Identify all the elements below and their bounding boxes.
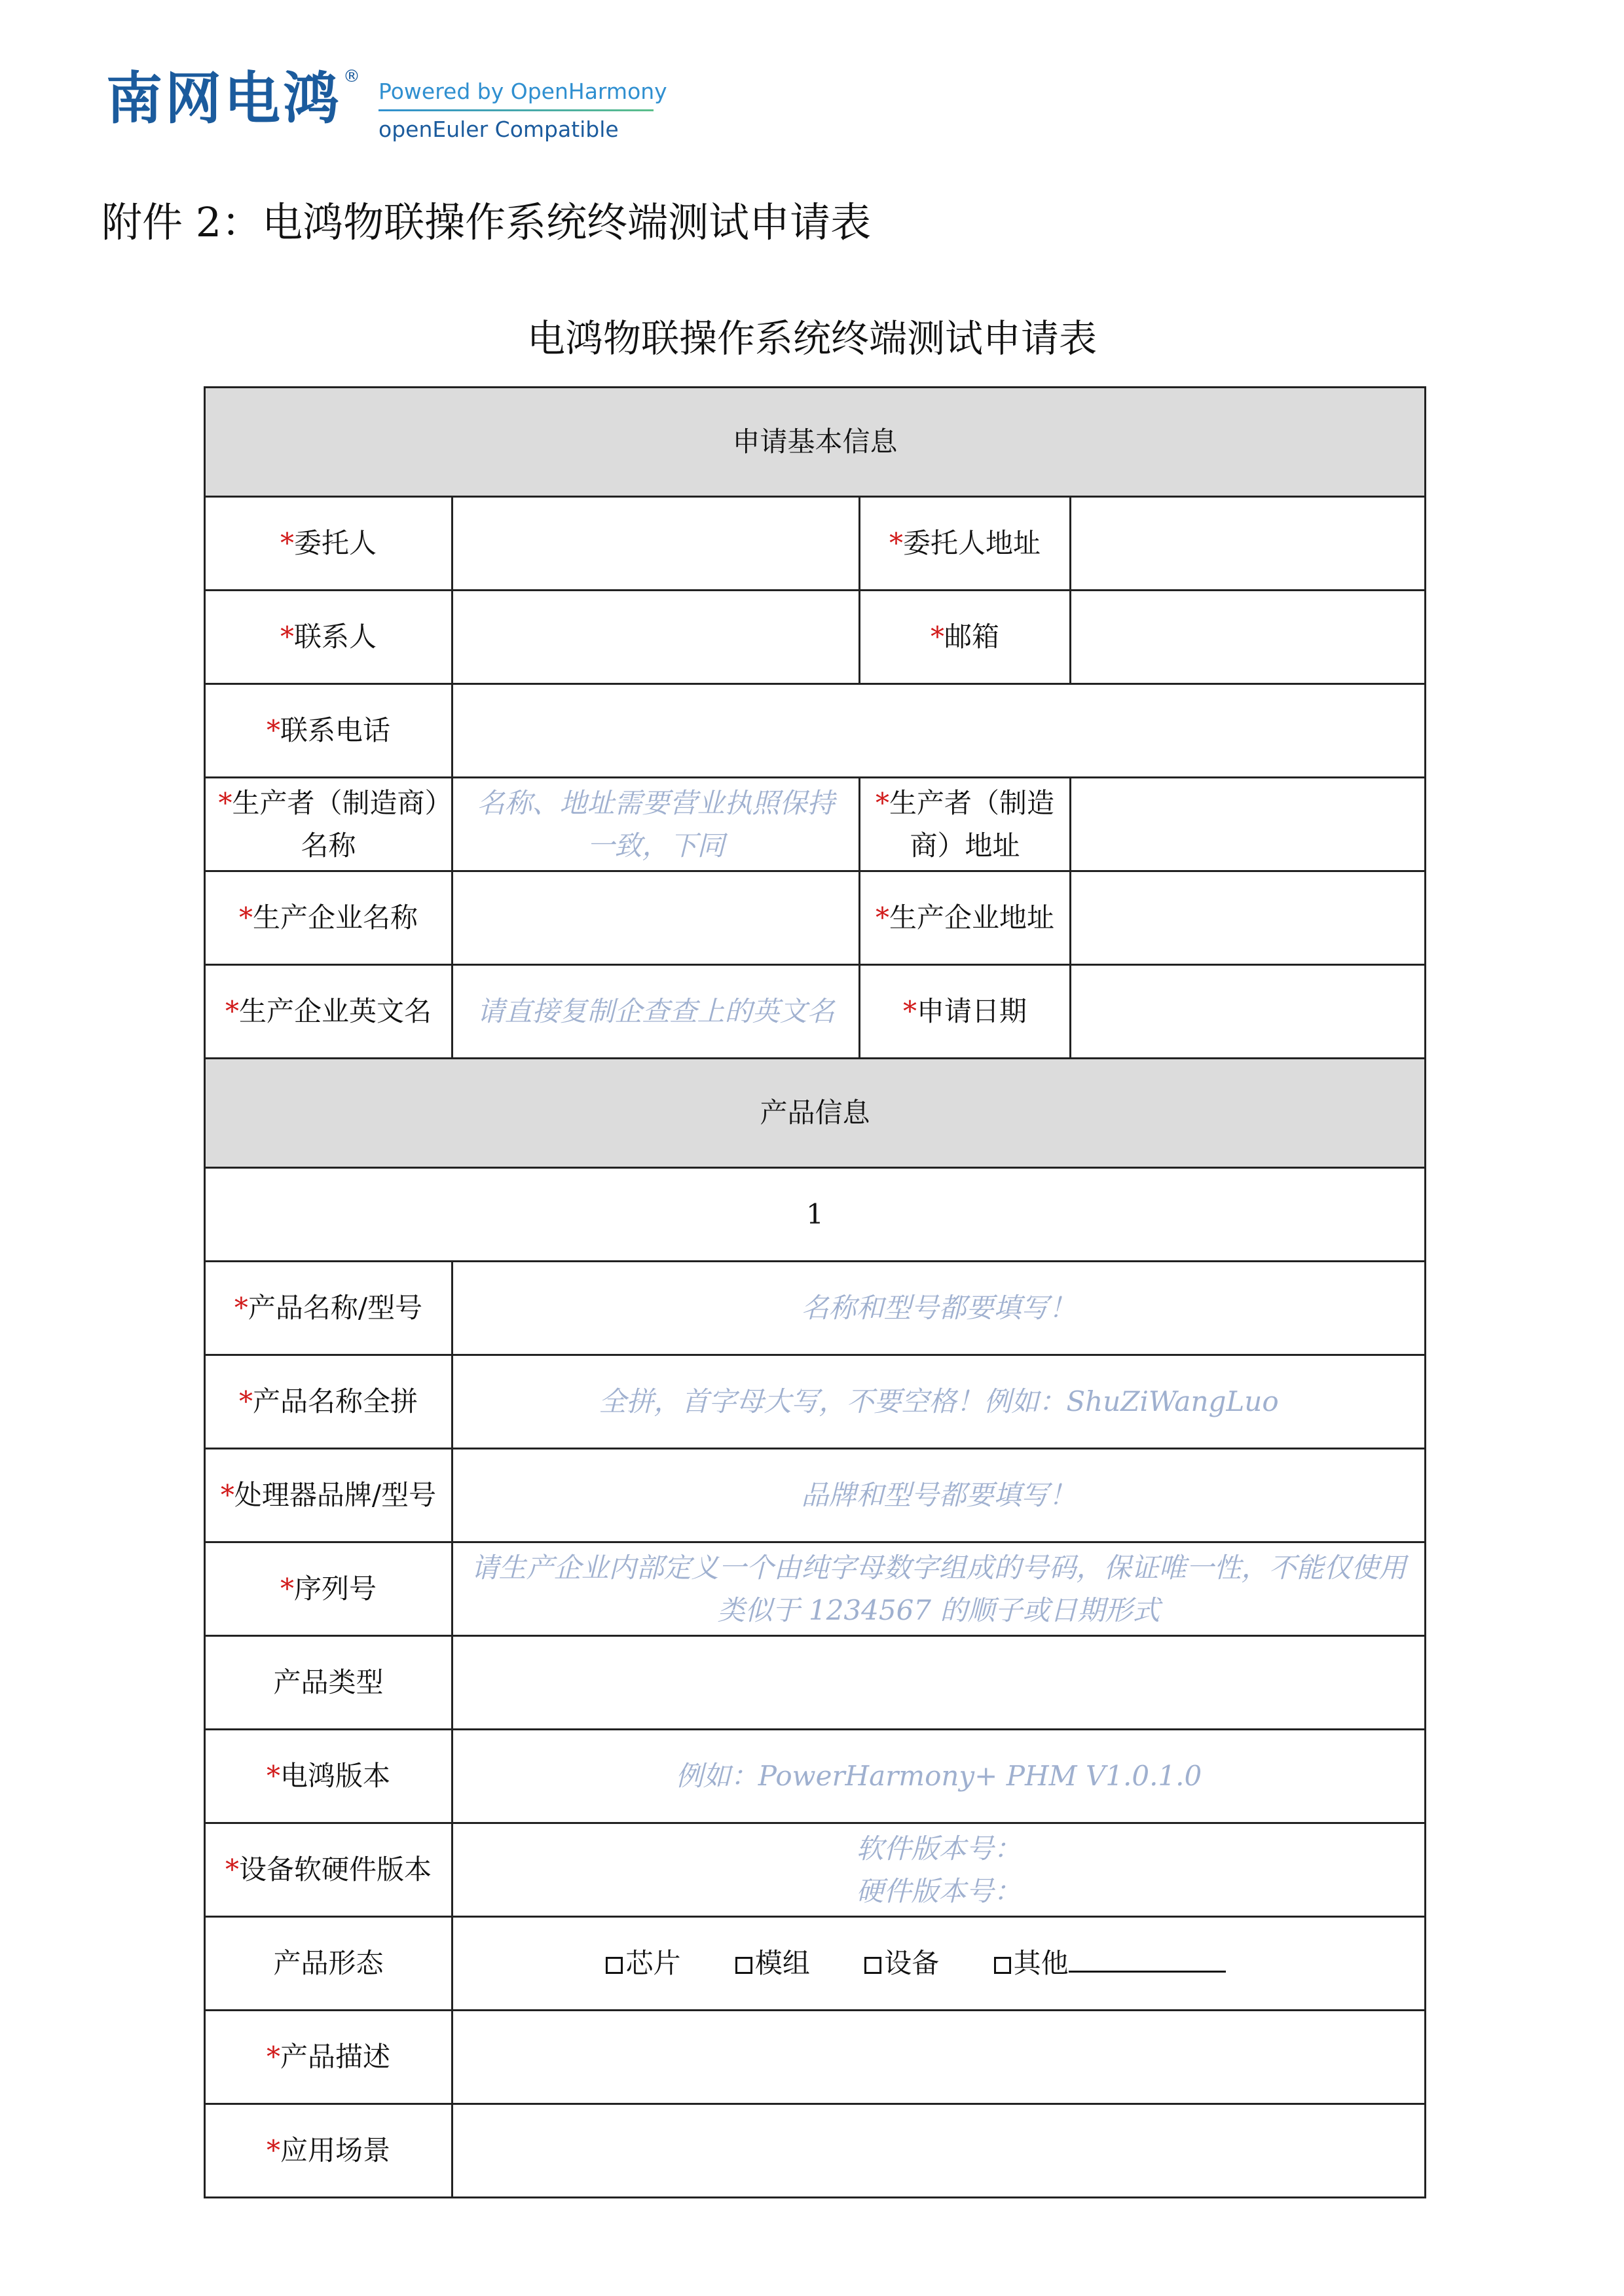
field-product-form <box>452 1917 1426 2011</box>
label-client-address <box>860 497 1071 591</box>
field-email[interactable] <box>1071 591 1426 684</box>
checkbox-icon[interactable] <box>735 1957 752 1974</box>
label-text: 邮箱 <box>944 621 999 653</box>
logo-wordmark: 南网电鸿 <box>106 66 342 132</box>
option-other[interactable] <box>994 1942 1226 1984</box>
application-form-table <box>204 386 1426 2198</box>
label-text: 设备软硬件版本 <box>238 1853 432 1886</box>
form-title: 电鸿物联操作系统终端测试申请表 <box>526 316 1097 361</box>
option-device[interactable] <box>864 1942 939 1984</box>
required-mark: * <box>930 621 944 653</box>
field-cpu[interactable]: 品牌和型号都要填写！ <box>452 1449 1426 1542</box>
label-version <box>205 1730 452 1823</box>
option-chip[interactable] <box>606 1942 680 1984</box>
label-email <box>860 591 1071 684</box>
label-sw-hw-version <box>205 1823 452 1917</box>
option-label: 模组 <box>754 1947 810 1980</box>
checkbox-icon[interactable] <box>864 1957 881 1974</box>
field-factory-address[interactable] <box>1071 871 1426 965</box>
field-sw-hw-version[interactable] <box>452 1823 1426 1917</box>
checkbox-icon[interactable] <box>994 1957 1011 1974</box>
option-label: 芯片 <box>625 1947 681 1980</box>
product-index: 1 <box>205 1168 1426 1262</box>
required-mark: * <box>280 621 294 653</box>
label-serial <box>205 1542 452 1636</box>
field-product-name[interactable]: 名称和型号都要填写！ <box>452 1262 1426 1355</box>
label-apply-date <box>860 965 1071 1059</box>
required-mark: * <box>238 1385 253 1418</box>
label-scenario <box>205 2104 452 2198</box>
label-client <box>205 497 452 591</box>
label-product-pinyin <box>205 1355 452 1449</box>
label-text: 处理器品牌/型号 <box>234 1479 437 1512</box>
label-text: 产品描述 <box>280 2041 390 2073</box>
field-client-address[interactable] <box>1071 497 1426 591</box>
label-text: 委托人 <box>293 527 377 560</box>
label-text: 联系电话 <box>280 714 390 747</box>
label-product-form: 产品形态 <box>205 1917 452 2011</box>
required-mark: * <box>266 2041 280 2073</box>
label-text: 电鸿版本 <box>280 1760 390 1793</box>
label-cpu <box>205 1449 452 1542</box>
label-factory-en <box>205 965 452 1059</box>
field-maker-name[interactable]: 名称、地址需要营业执照保持一致，下同 <box>452 778 860 871</box>
required-mark: * <box>875 902 889 934</box>
label-text: 序列号 <box>293 1573 377 1605</box>
logo <box>106 68 667 142</box>
required-mark: * <box>238 902 253 934</box>
label-product-desc <box>205 2011 452 2104</box>
required-mark: * <box>266 2134 280 2167</box>
compatible-text: openEuler Compatible <box>378 117 619 142</box>
required-mark: * <box>875 786 889 819</box>
required-mark: * <box>266 714 280 747</box>
label-factory-address <box>860 871 1071 965</box>
required-mark: * <box>234 1292 248 1324</box>
option-module[interactable] <box>735 1942 810 1984</box>
required-mark: * <box>280 1573 294 1605</box>
label-text: 生产企业英文名 <box>238 995 432 1028</box>
option-label: 其他 <box>1013 1947 1069 1980</box>
required-mark: * <box>889 527 903 560</box>
required-mark: * <box>266 1760 280 1793</box>
label-product-type: 产品类型 <box>205 1636 452 1730</box>
field-product-desc[interactable] <box>452 2011 1426 2104</box>
attachment-title: 附件 2：电鸿物联操作系统终端测试申请表 <box>101 198 872 246</box>
label-maker-name <box>205 778 452 871</box>
required-mark: * <box>225 1853 239 1886</box>
label-text: 申请日期 <box>916 995 1027 1028</box>
hardware-version-hint: 硬件版本号： <box>856 1875 1022 1907</box>
other-blank-line[interactable] <box>1069 1971 1226 1973</box>
field-client[interactable] <box>452 497 860 591</box>
field-product-type[interactable] <box>452 1636 1426 1730</box>
required-mark: * <box>280 527 294 560</box>
field-maker-address[interactable] <box>1071 778 1426 871</box>
label-text: 生产企业地址 <box>889 902 1054 934</box>
registered-mark: ® <box>343 67 360 86</box>
label-factory-name <box>205 871 452 965</box>
label-contact <box>205 591 452 684</box>
section-basic-heading: 申请基本信息 <box>205 388 1426 497</box>
required-mark: * <box>220 1479 234 1512</box>
label-text: 应用场景 <box>280 2134 390 2167</box>
label-phone <box>205 684 452 778</box>
required-mark: * <box>902 995 917 1028</box>
option-label: 设备 <box>884 1947 940 1980</box>
field-scenario[interactable] <box>452 2104 1426 2198</box>
field-apply-date[interactable] <box>1071 965 1426 1059</box>
label-text: 委托人地址 <box>902 527 1041 560</box>
section-product-heading: 产品信息 <box>205 1059 1426 1168</box>
required-mark: * <box>218 786 232 819</box>
label-text: 产品名称全拼 <box>252 1385 418 1418</box>
field-contact[interactable] <box>452 591 860 684</box>
powered-by-text: Powered by OpenHarmony <box>378 79 667 104</box>
checkbox-icon[interactable] <box>606 1957 623 1974</box>
required-mark: * <box>225 995 239 1028</box>
label-maker-address <box>860 778 1071 871</box>
label-product-name <box>205 1262 452 1355</box>
field-factory-en[interactable]: 请直接复制企查查上的英文名 <box>452 965 860 1059</box>
field-factory-name[interactable] <box>452 871 860 965</box>
field-product-pinyin[interactable]: 全拼，首字母大写，不要空格！例如：ShuZiWangLuo <box>452 1355 1426 1449</box>
logo-divider <box>378 109 654 111</box>
label-text: 产品名称/型号 <box>248 1292 423 1324</box>
field-phone[interactable] <box>452 684 1426 778</box>
label-text: 生产企业名称 <box>252 902 418 934</box>
field-version[interactable]: 例如：PowerHarmony+ PHM V1.0.1.0 <box>452 1730 1426 1823</box>
label-text: 联系人 <box>293 621 377 653</box>
label-text: 生产者（制造商）地址 <box>889 786 1054 862</box>
field-serial[interactable]: 请生产企业内部定义一个由纯字母数字组成的号码，保证唯一性，不能仅使用类似于 1234567 的顺子或日期形式 <box>452 1542 1426 1636</box>
logo-tagline <box>378 79 667 142</box>
software-version-hint: 软件版本号： <box>856 1832 1022 1865</box>
label-text: 生产者（制造商）名称 <box>232 786 439 862</box>
